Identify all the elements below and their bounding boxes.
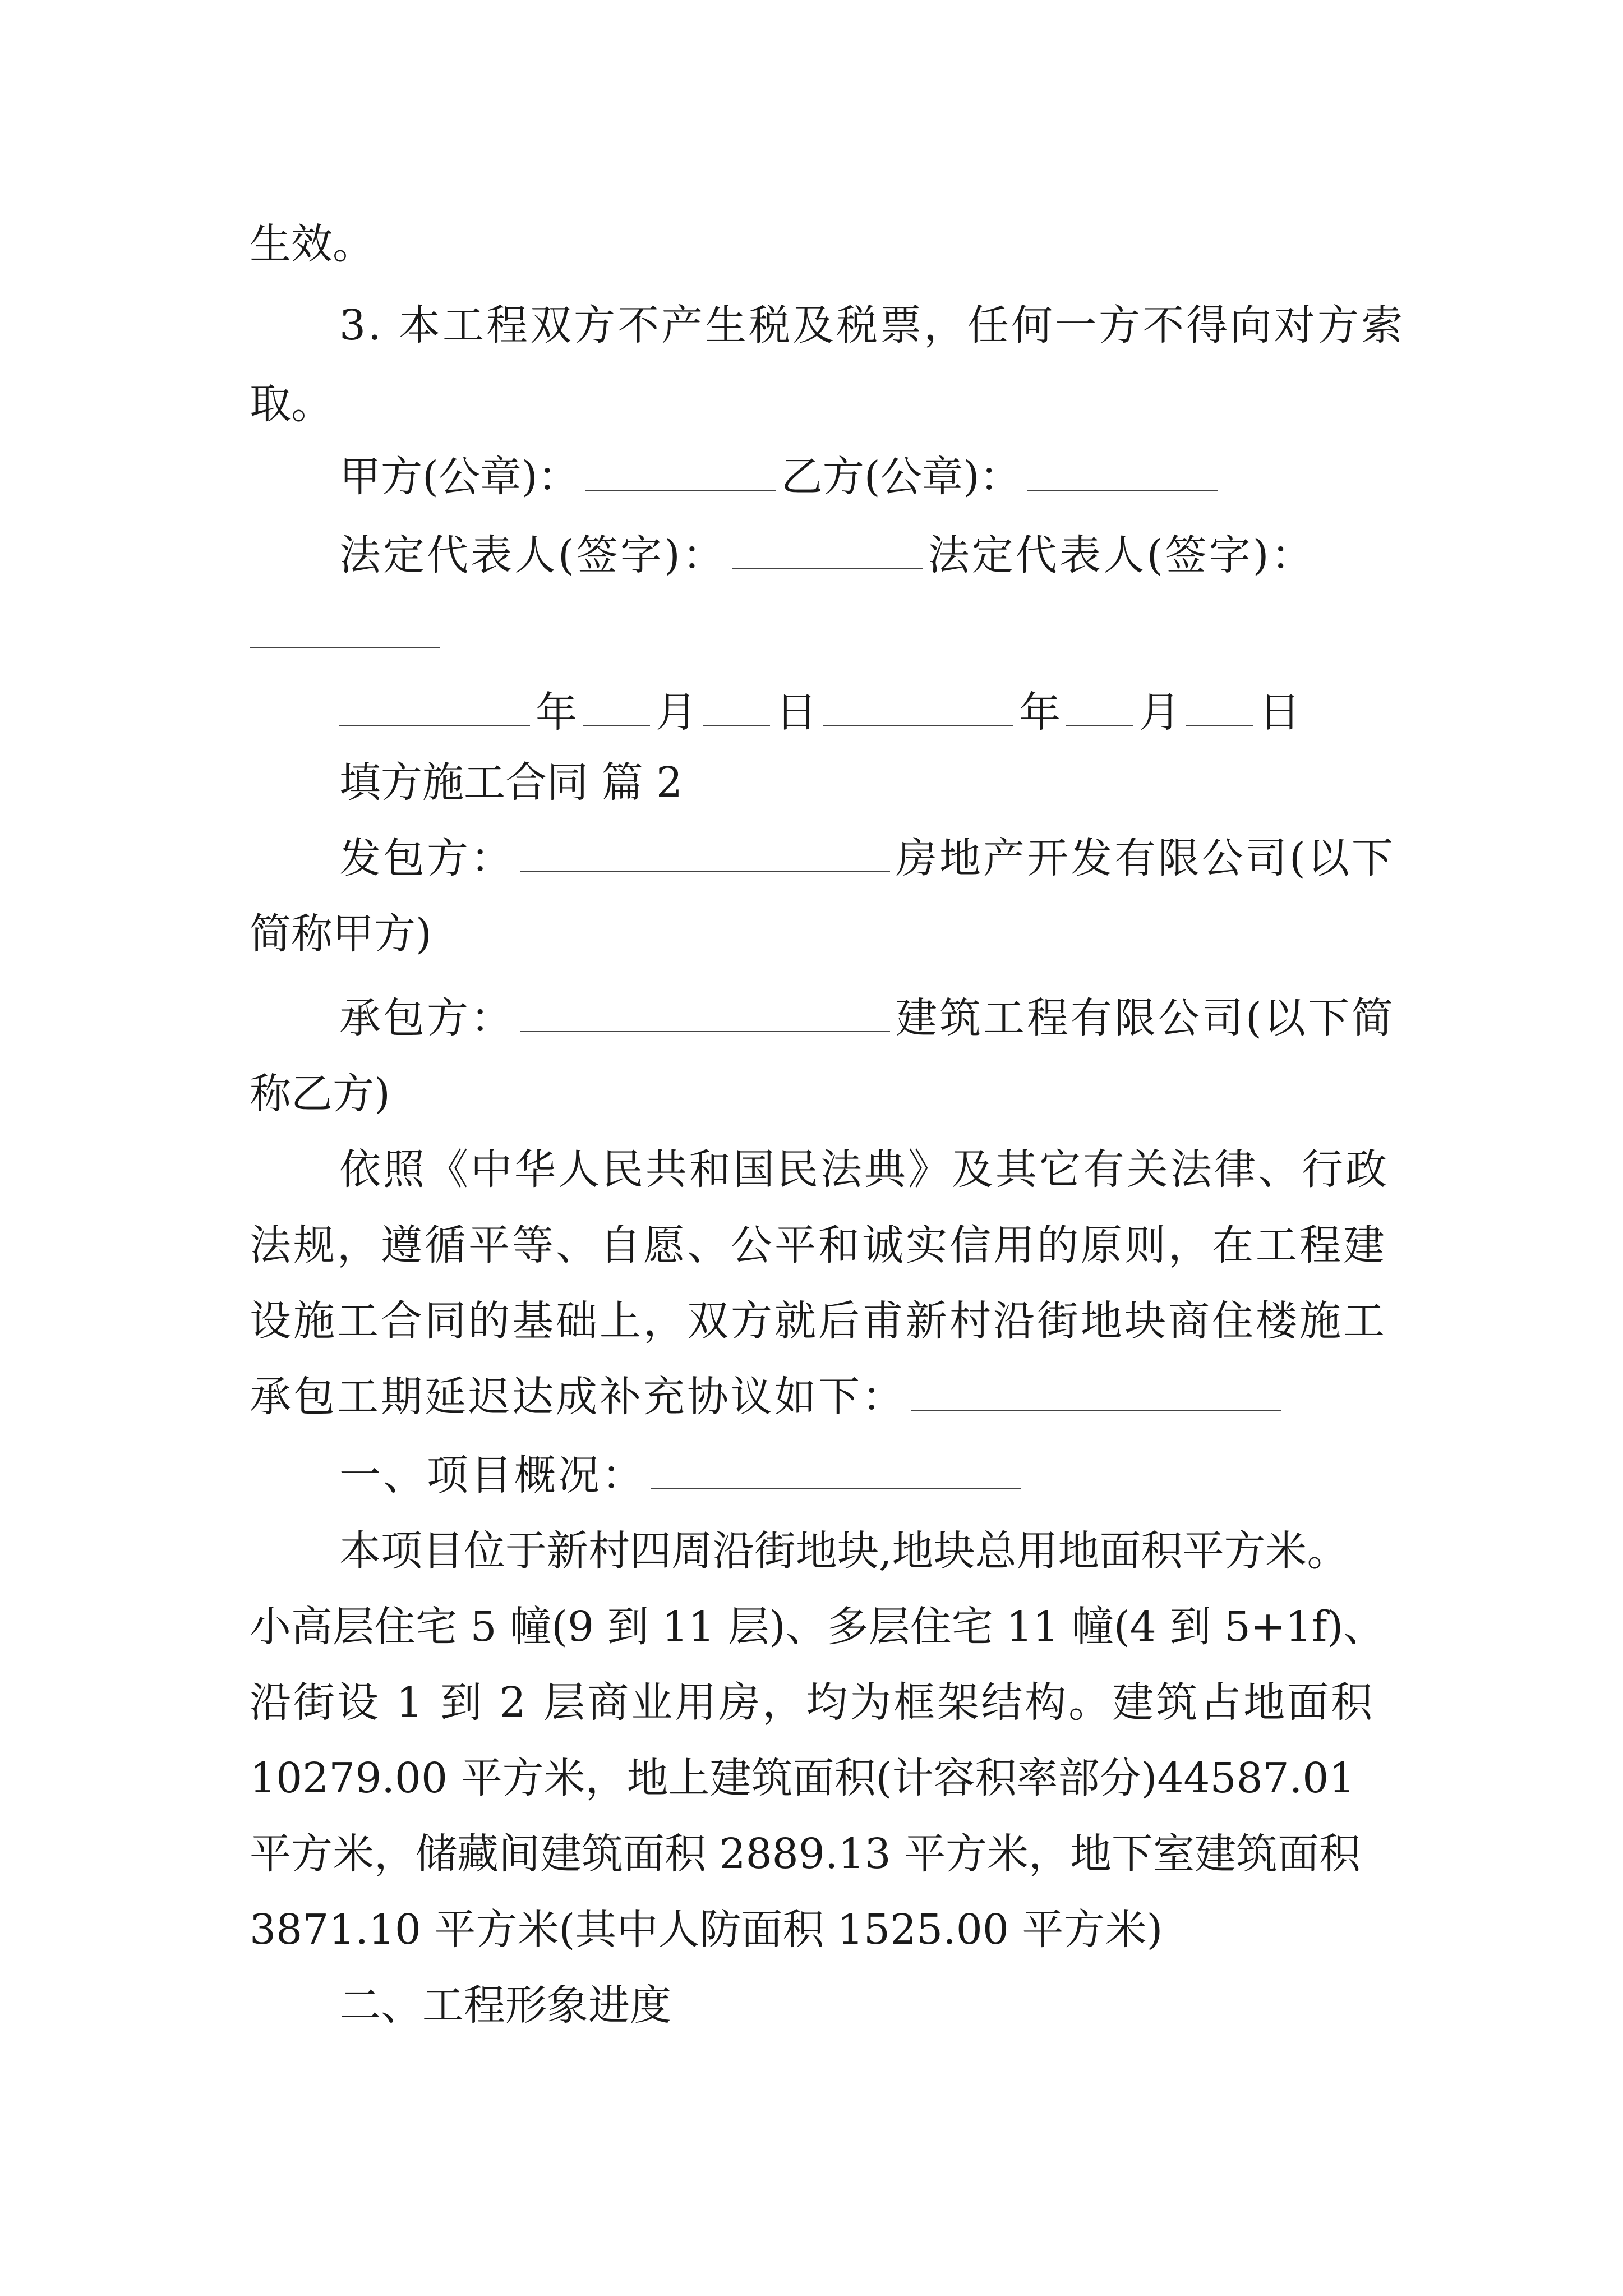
basis-blank bbox=[911, 1373, 1281, 1411]
overview-line-2: 小高层住宅 5 幢(9 到 11 层)、多层住宅 11 幢(4 到 5+1f)、 bbox=[250, 1603, 1385, 1651]
date-b-month-blank bbox=[1066, 688, 1133, 726]
party-a-rep-label: 法定代表人(签字)： bbox=[339, 531, 726, 579]
employer-blank bbox=[520, 834, 890, 872]
overview-line-1: 本项目位于新村四周沿街地块,地块总用地面积平方米。 bbox=[339, 1527, 1349, 1575]
party-a-seal-blank bbox=[585, 453, 776, 491]
date-b-year: 年 bbox=[1019, 688, 1061, 737]
contractor-tail: 建筑工程有限公司(以下简 bbox=[896, 994, 1395, 1042]
employer-tail: 房地产开发有限公司(以下 bbox=[896, 834, 1395, 882]
basis-line-4 bbox=[250, 1369, 1388, 1425]
paragraph-tail: 生效。 bbox=[250, 220, 374, 268]
contractor-label: 承包方： bbox=[339, 994, 514, 1042]
party-b-rep-blank bbox=[250, 610, 440, 648]
clause-3-line-1: 3. 本工程双方不产生税及税票，任何一方不得向对方索 bbox=[339, 301, 1405, 349]
heading-project-overview-line bbox=[339, 1447, 1388, 1503]
employer-line-2: 简称甲方) bbox=[250, 910, 432, 958]
heading-progress: 二、工程形象进度 bbox=[339, 1981, 671, 2030]
date-b-year-blank bbox=[823, 688, 1013, 726]
party-b-seal-blank bbox=[1027, 453, 1218, 491]
employer-label: 发包方： bbox=[339, 834, 514, 882]
clause-3-line-2: 取。 bbox=[250, 380, 333, 428]
date-a-year-blank bbox=[339, 688, 530, 726]
contractor-blank bbox=[520, 994, 890, 1032]
heading-project-overview: 一、项目概况： bbox=[339, 1451, 645, 1499]
contractor-line-2: 称乙方) bbox=[250, 1070, 390, 1118]
party-a-seal-label: 甲方(公章)： bbox=[339, 453, 579, 501]
party-b-rep-label: 法定代表人(签字)： bbox=[928, 531, 1315, 579]
party-b-rep-blank-line bbox=[250, 606, 1388, 662]
contractor-line bbox=[339, 990, 1395, 1046]
date-a-day-blank bbox=[703, 688, 770, 726]
overview-line-3: 沿街设 1 到 2 层商业用房，均为框架结构。建筑占地面积 bbox=[250, 1678, 1375, 1727]
overview-line-4: 10279.00 平方米，地上建筑面积(计容积率部分)44587.01 bbox=[250, 1754, 1355, 1802]
date-a-month: 月 bbox=[656, 688, 697, 737]
date-a-day: 日 bbox=[776, 688, 817, 737]
employer-line bbox=[339, 830, 1395, 886]
overview-line-6: 3871.10 平方米(其中人防面积 1525.00 平方米) bbox=[250, 1906, 1163, 1954]
basis-line-4-text: 承包工期延迟达成补充协议如下： bbox=[250, 1373, 906, 1421]
date-b-day-blank bbox=[1186, 688, 1253, 726]
basis-line-3: 设施工合同的基础上，双方就后甫新村沿街地块商住楼施工 bbox=[250, 1297, 1387, 1345]
date-b-day: 日 bbox=[1259, 688, 1301, 737]
date-line bbox=[339, 684, 1388, 740]
basis-line-2: 法规，遵循平等、自愿、公平和诚实信用的原则，在工程建 bbox=[250, 1221, 1387, 1269]
seal-line bbox=[339, 449, 1388, 505]
section-title: 填方施工合同 篇 2 bbox=[339, 758, 683, 807]
party-a-rep-blank bbox=[732, 531, 923, 569]
overview-blank bbox=[651, 1451, 1021, 1489]
date-a-year: 年 bbox=[536, 688, 577, 737]
date-a-month-blank bbox=[583, 688, 650, 726]
representative-line bbox=[339, 527, 1388, 583]
date-b-month: 月 bbox=[1139, 688, 1181, 737]
basis-line-1: 依照《中华人民共和国民法典》及其它有关法律、行政 bbox=[339, 1145, 1389, 1194]
party-b-seal-label: 乙方(公章)： bbox=[781, 453, 1021, 501]
overview-line-5: 平方米，储藏间建筑面积 2889.13 平方米，地下室建筑面积 bbox=[250, 1830, 1361, 1878]
